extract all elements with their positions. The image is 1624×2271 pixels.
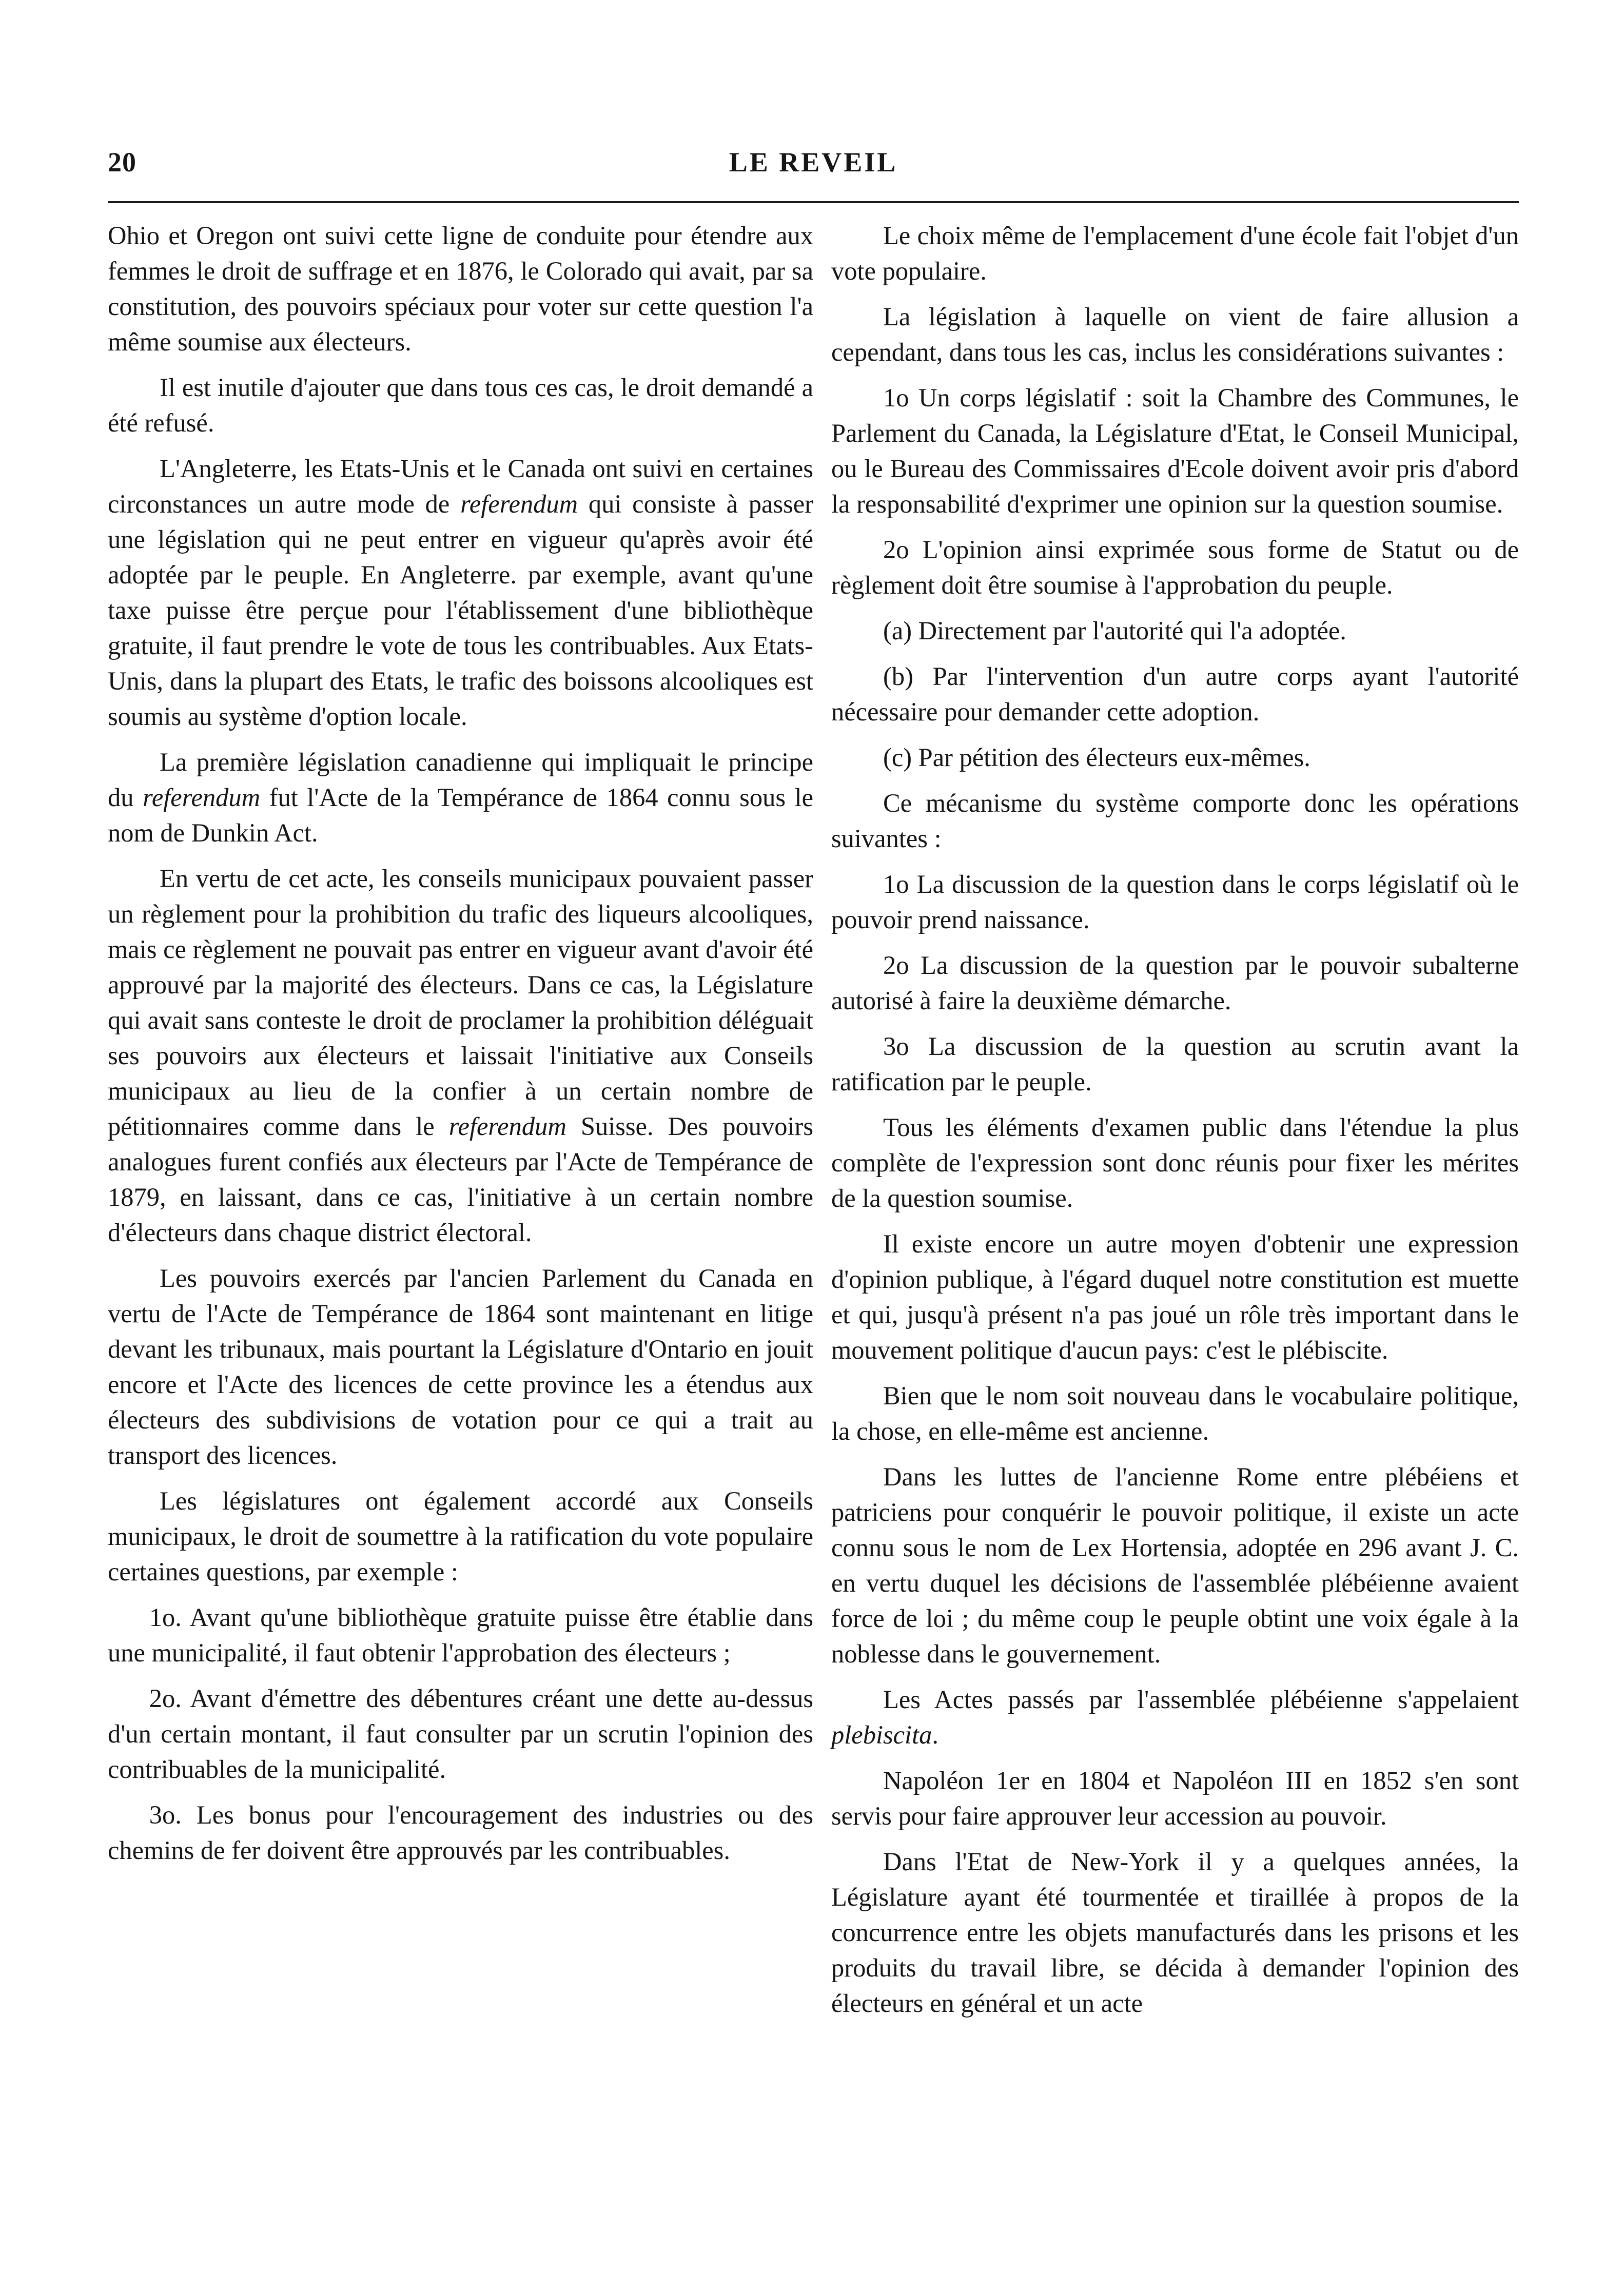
right-column (831, 218, 1519, 2031)
page-number: 20 (108, 147, 136, 178)
paragraph: Le choix même de l'emplacement d'une école fait l'objet d'un vote populaire. (831, 221, 1519, 285)
paragraph: Dans les luttes de l'ancienne Rome entre plébéiens et patriciens pour conquérir le pouvoir politique, il existe un acte connu sous le nom de Lex Hortensia, adoptée en 296 avant J. C. en vertu duquel les décisions de l'assemblée plébéienne avaient force de loi ; du même coup le peuple obtint une voix égale à la noblesse dans le gouvernement. (831, 1462, 1519, 1668)
paragraph: Napoléon 1er en 1804 et Napoléon III en 1852 s'en sont servis pour faire approuver leur accession au pouvoir. (831, 1766, 1519, 1830)
sub-list-item: (c) Par pétition des électeurs eux-mêmes. (883, 743, 1310, 772)
header-rule (108, 201, 1519, 203)
left-column (108, 218, 813, 1878)
running-title: LE REVEIL (729, 147, 898, 178)
list-item: 2o. Avant d'émettre des débentures créant une dette au-dessus d'un certain montant, il faut consulter par un scrutin l'opinion des contribuables de la municipalité. (108, 1684, 813, 1784)
list-item: 3o La discussion de la question au scrutin avant la ratification par le peuple. (831, 1032, 1519, 1096)
paragraph: Les pouvoirs exercés par l'ancien Parlement du Canada en vertu de l'Acte de Tempérance de 1864 sont maintenant en litige devant les tribunaux, mais pourtant la Législature d'Ontario en jouit encore et l'Acte des licences de cette province les a étendus aux électeurs des subdivisions de votation pour ce qui a trait au transport des licences. (108, 1264, 813, 1470)
paragraph: Les Actes passés par l'assemblée plébéienne s'appelaient plebiscita. (831, 1685, 1519, 1749)
list-item: 1o. Avant qu'une bibliothèque gratuite puisse être établie dans une municipalité, il faut obtenir l'approbation des électeurs ; (108, 1603, 813, 1667)
paragraph: Ce mécanisme du système comporte donc les opérations suivantes : (831, 789, 1519, 853)
list-item: 3o. Les bonus pour l'encouragement des industries ou des chemins de fer doivent être approuvés par les contribuables. (108, 1800, 813, 1865)
list-item: 1o Un corps législatif : soit la Chambre des Communes, le Parlement du Canada, la Législature d'Etat, le Conseil Municipal, ou le Bureau des Commissaires d'Ecole doivent avoir pris d'abord la responsabilité d'exprimer une opinion sur la question soumise. (831, 383, 1519, 518)
paragraph: Bien que le nom soit nouveau dans le vocabulaire politique, la chose, en elle-même est ancienne. (831, 1381, 1519, 1445)
paragraph: En vertu de cet acte, les conseils municipaux pouvaient passer un règlement pour la prohibition du trafic des liqueurs alcooliques, mais ce règlement ne pouvait pas entrer en vigueur avant d'avoir été approuvé par la majorité des électeurs. Dans ce cas, la Législature qui avait sans conteste le droit de proclamer la prohibition déléguait ses pouvoirs aux électeurs et laissait l'initiative aux Conseils municipaux au lieu de la confier à un certain nombre de pétitionnaires comme dans le referendum Suisse. Des pouvoirs analogues furent confiés aux électeurs par l'Acte de Tempérance de 1879, en laissant, dans ce cas, l'initiative à un certain nombre d'électeurs dans chaque district électoral. (108, 864, 813, 1247)
sub-list-item: (a) Directement par l'autorité qui l'a adoptée. (883, 616, 1346, 645)
paragraph: La législation à laquelle on vient de faire allusion a cependant, dans tous les cas, inclus les considérations suivantes : (831, 302, 1519, 366)
paragraph: La première législation canadienne qui impliquait le principe du referendum fut l'Acte de la Tempérance de 1864 connu sous le nom de Dunkin Act. (108, 748, 813, 847)
paragraph: Il est inutile d'ajouter que dans tous ces cas, le droit demandé a été refusé. (108, 373, 813, 437)
paragraph: Il existe encore un autre moyen d'obtenir une expression d'opinion publique, à l'égard duquel notre constitution est muette et qui, jusqu'à présent n'a pas joué un rôle très important dans le mouvement politique d'aucun pays: c'est le plébiscite. (831, 1229, 1519, 1364)
paragraph: L'Angleterre, les Etats-Unis et le Canada ont suivi en certaines circonstances un autre mode de referendum qui consiste à passer une législation qui ne peut entrer en vigueur qu'après avoir été adoptée par le peuple. En Angleterre. par exemple, avant qu'une taxe puisse être perçue pour l'établissement d'une bibliothèque gratuite, il faut prendre le vote de tous les contribuables. Aux Etats-Unis, dans la plupart des Etats, le trafic des boissons alcooliques est soumis au système d'option locale. (108, 454, 814, 731)
list-item: 2o La discussion de la question par le pouvoir subalterne autorisé à faire la deuxième démarche. (831, 951, 1519, 1015)
paragraph: Ohio et Oregon ont suivi cette ligne de conduite pour étendre aux femmes le droit de suffrage et en 1876, le Colorado qui avait, par sa constitution, des pouvoirs spéciaux pour voter sur cette question l'a même soumise aux électeurs. (108, 221, 813, 356)
page-header (108, 146, 1519, 187)
paragraph: Dans l'Etat de New-York il y a quelques années, la Législature ayant été tourmentée et tiraillée à propos de la concurrence entre les objets manufacturés dans les prisons et les produits du travail libre, se décida à demander l'opinion des électeurs en général et un acte (831, 1847, 1519, 2018)
list-item: 2o L'opinion ainsi exprimée sous forme de Statut ou de règlement doit être soumise à l'approbation du peuple. (831, 535, 1519, 599)
sub-list-item: (b) Par l'intervention d'un autre corps ayant l'autorité nécessaire pour demander cette adoption. (831, 662, 1519, 726)
paragraph: Les législatures ont également accordé aux Conseils municipaux, le droit de soumettre à la ratification du vote populaire certaines questions, par exemple : (108, 1486, 813, 1586)
paragraph: Tous les éléments d'examen public dans l'étendue la plus complète de l'expression sont donc réunis pour fixer les mérites de la question soumise. (831, 1113, 1519, 1212)
list-item: 1o La discussion de la question dans le corps législatif où le pouvoir prend naissance. (831, 870, 1519, 934)
